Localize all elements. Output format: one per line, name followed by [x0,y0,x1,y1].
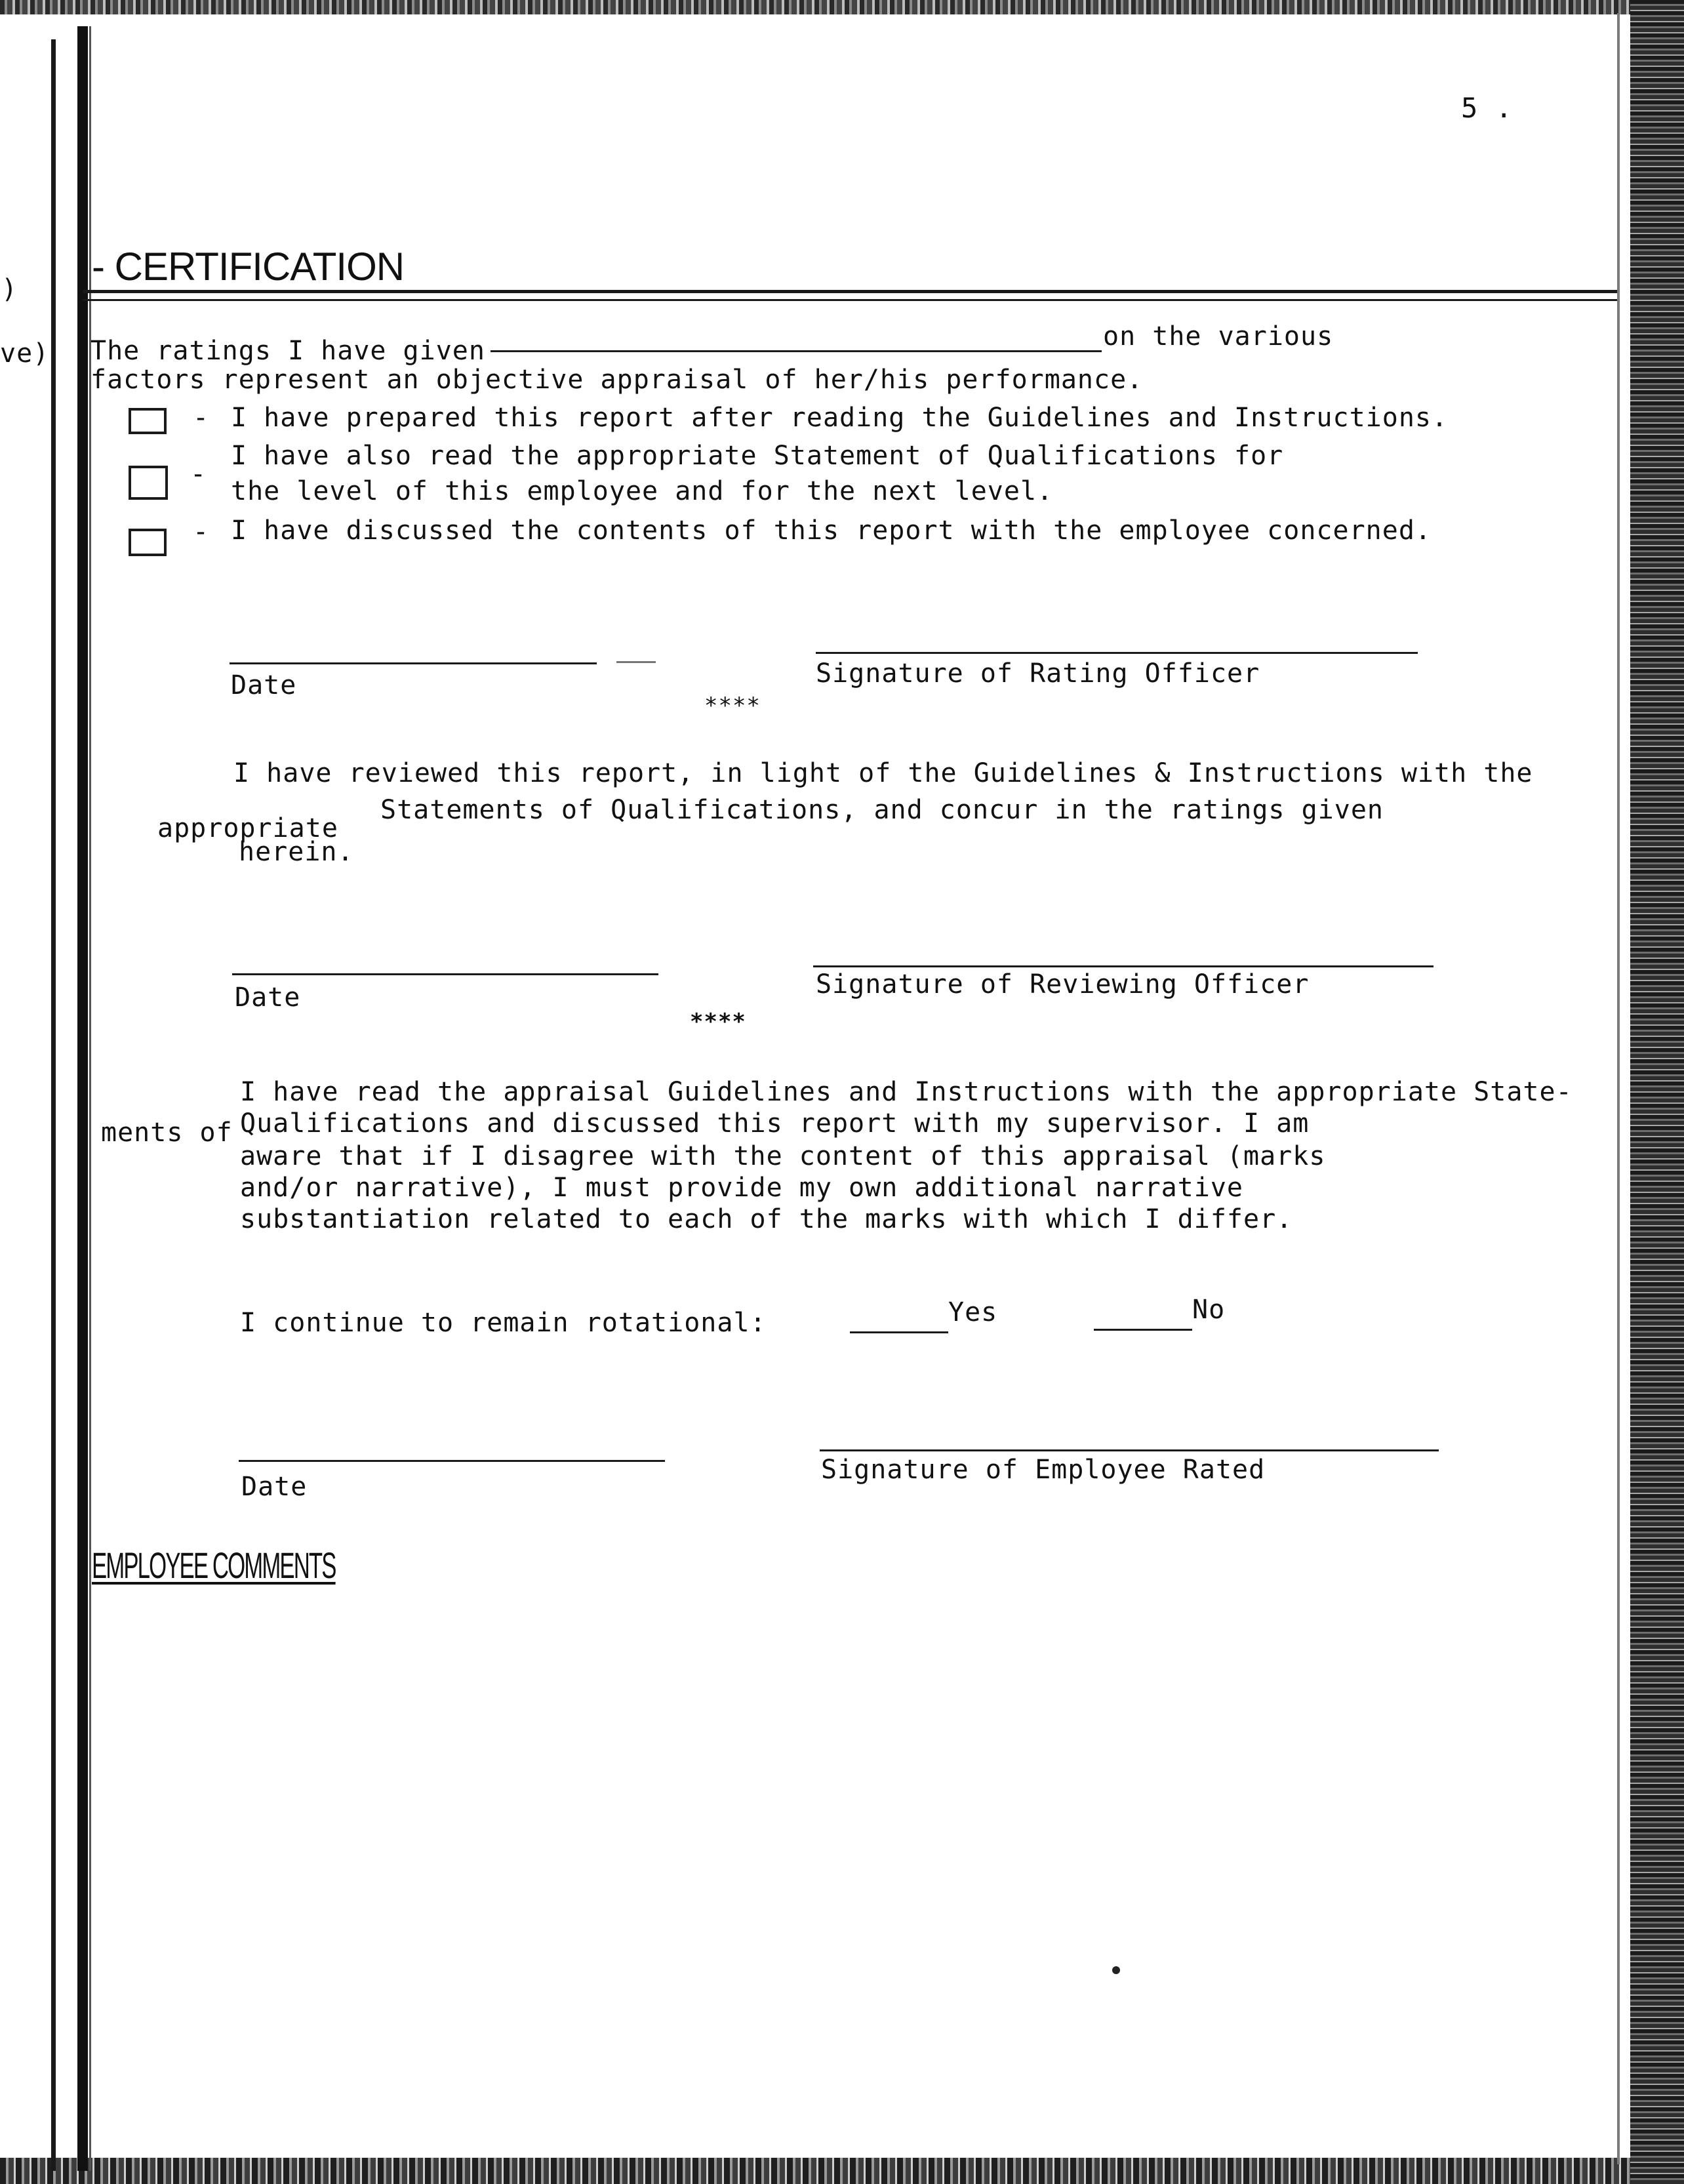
separator-2: **** [690,1009,746,1035]
section-title [81,244,404,289]
yes-label: Yes [948,1297,998,1327]
reviewer-signature-label: Signature of Reviewing Officer [816,969,1310,1000]
employee-line4: and/or narrative), I must provide my own additional narrative [240,1173,1244,1203]
checkbox-dash-3: - [193,517,210,547]
margin-fragment-2: ve) [0,338,50,369]
reviewer-signature-line [813,965,1433,967]
margin-fragment-1: ) [1,274,18,304]
reviewer-date-line [232,973,658,975]
employee-line1: I have read the appraisal Guidelines and Instructions with the appropriate State- [240,1077,1573,1107]
rotational-label: I continue to remain rotational: [240,1308,767,1338]
stray-mark [1112,1966,1120,1974]
comments-title: EMPLOYEE COMMENTS [92,1545,336,1586]
employee-date-line [239,1460,665,1462]
rating-date-label: Date [231,670,297,700]
heading-rule-top [83,290,1617,293]
checkbox-label-1: I have prepared this report after reading the Guidelines and Instructions. [231,403,1449,433]
scan-edge-bottom [0,2158,1684,2184]
scan-edge-right [1630,0,1684,2184]
reviewer-line2-left: appropriate [157,813,338,843]
reviewer-date-label: Date [235,982,301,1013]
section-title-text: - CERTIFICATION [92,245,405,289]
employee-signature-label: Signature of Employee Rated [821,1455,1266,1485]
checkbox-label-2b: the level of this employee and for the next level. [231,476,1054,506]
intro-line1-start: The ratings I have given [90,336,485,366]
employee-line5: substantiation related to each of the marks with which I differ. [240,1204,1293,1234]
no-blank[interactable] [1094,1329,1192,1331]
heading-rule-bottom [83,299,1617,301]
yes-blank[interactable] [850,1331,948,1333]
binding-bar-left [77,26,88,2171]
no-label: No [1192,1295,1226,1325]
rating-signature-line [816,652,1418,654]
checkbox-dash-1: - [193,403,210,433]
heading-bracket [81,251,85,284]
page-number: 5 . [1461,92,1513,124]
employee-line2-right: Qualifications and discussed this report with my supervisor. I am [240,1108,1310,1139]
checkbox-discussed-with-employee[interactable] [129,529,167,556]
checkbox-label-2a: I have also read the appropriate Statement of Qualifications for [231,441,1284,471]
binding-line-left [51,39,56,2171]
employee-signature-line [820,1449,1439,1451]
reviewer-line2-right: Statements of Qualifications, and concur in the ratings given [380,795,1384,825]
employee-line2-left: ments of [101,1118,233,1148]
reviewer-line1: I have reviewed this report, in light of the Guidelines & Instructions with the [233,758,1533,788]
intro-line1-end: on the various [1103,321,1334,352]
reviewer-line3: herein. [239,837,354,867]
employee-line3: aware that if I disagree with the content of this appraisal (marks [240,1141,1326,1171]
checkbox-dash-2: - [190,459,207,489]
employee-date-label: Date [241,1472,308,1502]
ratee-name-blank [491,350,1102,352]
checkbox-label-3: I have discussed the contents of this report with the employee concerned. [231,516,1432,546]
rating-signature-label: Signature of Rating Officer [816,658,1260,689]
rating-date-line-tail [616,661,656,663]
separator-1: **** [704,693,761,719]
scan-edge-top [0,0,1684,14]
checkbox-read-guidelines[interactable] [129,408,167,434]
intro-line2: factors represent an objective appraisal of her/his performance. [90,365,1144,395]
rating-date-line [230,662,597,664]
checkbox-read-qualifications[interactable] [129,466,168,500]
page-edge-right [1617,13,1620,2164]
